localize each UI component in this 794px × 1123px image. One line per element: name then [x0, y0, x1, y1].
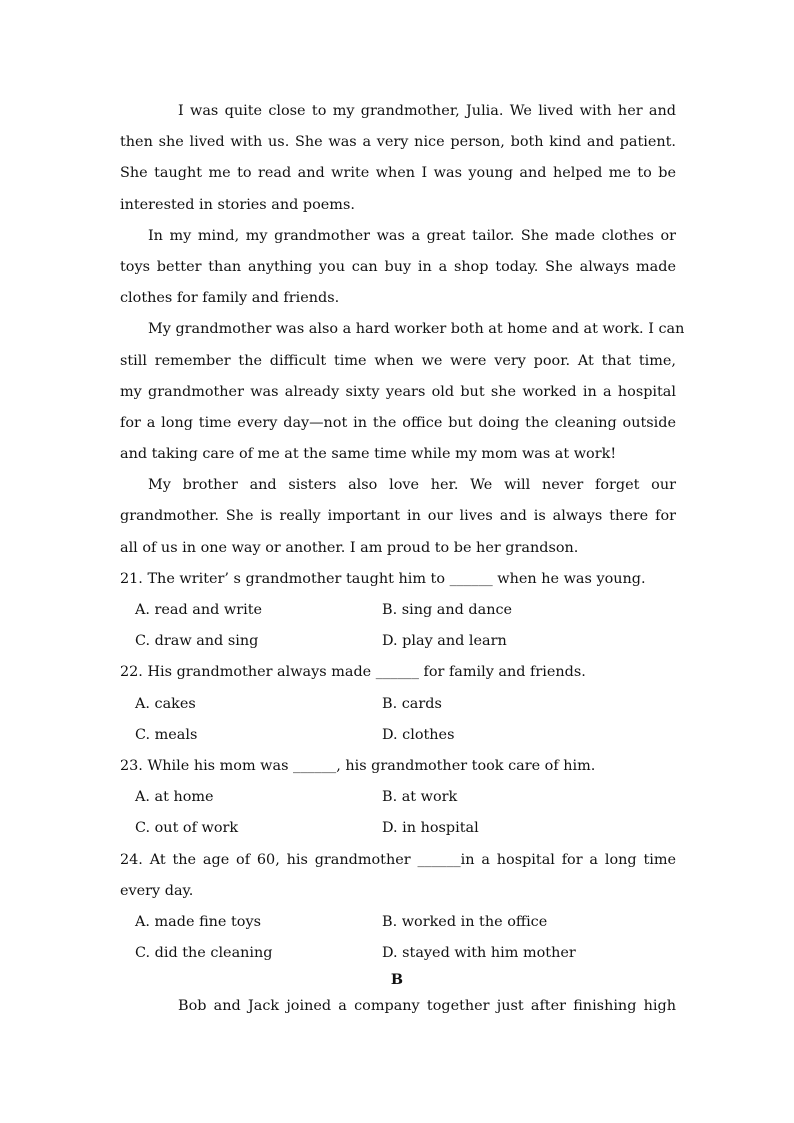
options-row [120, 595, 676, 626]
options-row [120, 720, 676, 751]
option-c: C. did the cleaning [135, 945, 273, 962]
text-line: She taught me to read and write when I was young and helped me to be [120, 165, 676, 182]
text-line: for a long time every day—not in the office but doing the cleaning outside [120, 414, 676, 431]
text-line: Bob and Jack joined a company together just after finishing high [178, 998, 676, 1015]
options-row [120, 938, 676, 969]
text-line: still remember the difficult time when we were very poor. At that time, [120, 352, 676, 369]
question-24 [120, 845, 676, 970]
text-line: clothes for family and friends. [120, 290, 340, 307]
question-stem: 24. At the age of 60, his grandmother ______in a hospital for a long time [120, 851, 676, 868]
option-b: B. at work [382, 789, 458, 806]
text-line: all of us in one way or another. I am proud to be her grandson. [120, 539, 579, 556]
options-row [120, 626, 676, 657]
question-22 [120, 657, 676, 751]
passage-paragraph-3 [120, 314, 685, 470]
option-d: D. stayed with him mother [382, 945, 576, 962]
text-line: toys better than anything you can buy in a shop today. She always made [120, 258, 676, 275]
option-c: C. meals [135, 726, 198, 743]
text-line: then she lived with us. She was a very nice person, both kind and patient. [120, 134, 676, 151]
option-b: B. sing and dance [382, 602, 513, 618]
text-line: In my mind, my grandmother was a great tailor. She made clothes or [148, 227, 676, 244]
text-line: grandmother. She is really important in our lives and is always there for [120, 508, 676, 525]
question-stem: 21. The writer’ s grandmother taught him to ______ when he was young. [120, 570, 646, 587]
option-d: D. play and learn [382, 633, 507, 650]
question-stem: 22. His grandmother always made ______ for family and friends. [120, 664, 586, 681]
section-b [120, 969, 676, 1022]
passage-paragraph-1 [120, 96, 676, 221]
passage-paragraph-4 [120, 470, 676, 564]
options-row [120, 782, 676, 813]
text-line: I was quite close to my grandmother, Julia. We lived with her and [178, 103, 676, 119]
question-23 [120, 751, 676, 845]
options-row [120, 813, 676, 844]
document-page [120, 96, 685, 1022]
text-line: My brother and sisters also love her. We will never forget our [148, 477, 676, 494]
text-line: My grandmother was also a hard worker both at home and at work. I can [148, 321, 685, 338]
option-d: D. clothes [382, 726, 455, 743]
option-a: A. at home [135, 789, 214, 806]
option-a: A. cakes [135, 695, 196, 712]
options-row [120, 689, 676, 720]
passage-paragraph-2 [120, 221, 676, 315]
option-a: A. read and write [135, 602, 263, 618]
section-title: B [390, 971, 404, 989]
question-21 [120, 564, 676, 658]
option-b: B. cards [382, 695, 442, 712]
options-row [120, 907, 676, 938]
option-c: C. out of work [135, 820, 239, 837]
question-stem-continued: every day. [120, 882, 194, 899]
option-c: C. draw and sing [135, 633, 259, 650]
option-d: D. in hospital [382, 820, 479, 837]
text-line: interested in stories and poems. [120, 196, 355, 213]
option-a: A. made fine toys [135, 913, 261, 930]
text-line: my grandmother was already sixty years old but she worked in a hospital [120, 383, 676, 400]
option-b: B. worked in the office [382, 913, 548, 930]
text-line: and taking care of me at the same time while my mom was at work! [120, 446, 617, 463]
question-stem: 23. While his mom was ______, his grandmother took care of him. [120, 757, 596, 774]
